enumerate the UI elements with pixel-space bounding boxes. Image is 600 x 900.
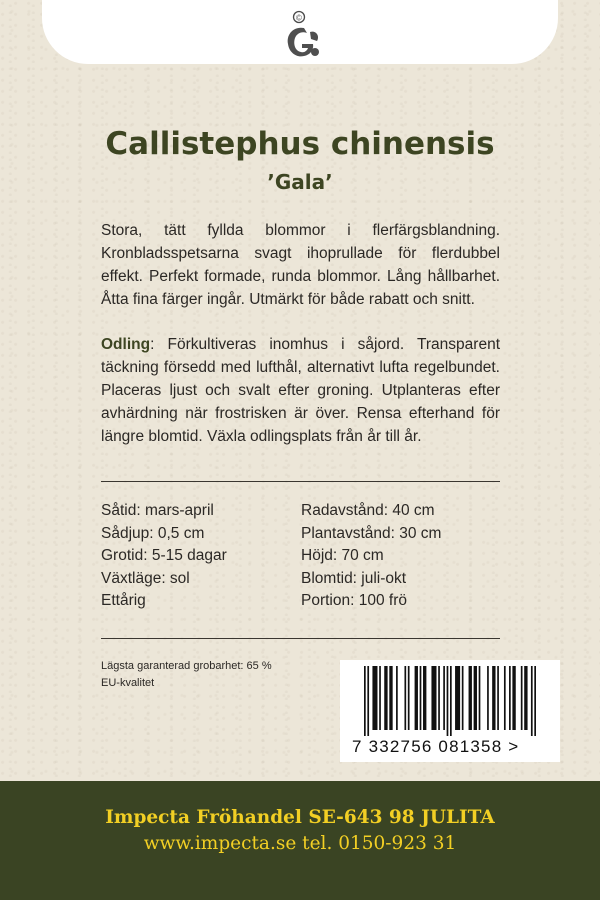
germination-guarantee: Lägsta garanterad grobarhet: 65 % — [101, 660, 272, 672]
barcode-bar — [450, 666, 452, 736]
spec-bloom-time: Blomtid: juli-okt — [301, 569, 407, 587]
barcode-bar — [384, 666, 387, 730]
specs-left-column — [101, 500, 291, 613]
barcode-number: 7 332756 081358 > — [352, 737, 520, 756]
cultivation-text: : Förkultiveras inomhus i såjord. Transparent täckning försedd med lufthål, alternativt lufta regelbundet. Placeras ljust och svalt efter groning. Utplanteras efter avhärdning när frostrisken är över. Rensa efterhand för längre blomtid. Växla odlingsplats från år till år. — [101, 336, 500, 445]
divider-top — [101, 481, 500, 482]
barcode-bar — [447, 666, 449, 736]
spec-portion: Portion: 100 frö — [301, 592, 407, 610]
impecta-logo-icon — [280, 6, 324, 62]
barcode-bar — [509, 666, 511, 730]
spec-location: Växtläge: sol — [101, 569, 190, 587]
barcode-bar — [396, 666, 398, 730]
cultivation-paragraph — [101, 333, 500, 448]
barcode-bar — [389, 666, 392, 730]
specs-right-column — [301, 500, 501, 613]
barcode-bar — [455, 666, 460, 730]
product-title: Callistephus chinensis — [105, 126, 495, 162]
barcode-bar — [415, 666, 418, 730]
barcode-bar — [487, 666, 489, 730]
barcode-bar — [443, 666, 445, 730]
footer-company-address: Impecta Fröhandel SE-643 98 JULITA — [105, 807, 495, 828]
eu-quality: EU-kvalitet — [101, 677, 155, 689]
spec-germination-time: Grotid: 5-15 dagar — [101, 547, 227, 565]
barcode-bar — [431, 666, 436, 730]
barcode-bar — [408, 666, 410, 730]
product-variety: ’Gala’ — [267, 170, 333, 194]
barcode-bar — [531, 666, 533, 736]
description-paragraph: Stora, tätt fyllda blommor i flerfärgsblandning. Kronbladsspetsarna svagt ihoprullade för flerdubbel effekt. Perfekt formade, runda blommor. Lång hållbarhet. Åtta fina färger ingår. Utmärkt för både rabatt och snitt. — [101, 222, 500, 308]
barcode-bar — [423, 666, 426, 730]
barcode-bar — [372, 666, 377, 730]
barcode-bar — [534, 666, 536, 736]
barcode-bars — [362, 666, 538, 736]
footer-contact: www.impecta.se tel. 0150-923 31 — [143, 833, 457, 854]
spec-sowing-depth: Sådjup: 0,5 cm — [101, 524, 205, 542]
barcode-bar — [479, 666, 481, 730]
spec-lifecycle: Ettårig — [101, 592, 146, 610]
barcode-bar — [404, 666, 406, 730]
barcode-bar — [512, 666, 515, 730]
barcode-bar — [521, 666, 523, 730]
cultivation-label: Odling — [101, 336, 151, 353]
barcode-bar — [379, 666, 381, 730]
spec-sowing-time: Såtid: mars-april — [101, 502, 214, 519]
barcode-bar — [438, 666, 440, 730]
barcode-bar — [492, 666, 495, 730]
spec-height: Höjd: 70 cm — [301, 547, 384, 565]
barcode-bar — [524, 666, 527, 730]
svg-text:©: © — [296, 13, 302, 23]
barcode-bar — [497, 666, 499, 730]
spec-row-spacing: Radavstånd: 40 cm — [301, 502, 435, 519]
spec-plant-spacing: Plantavstånd: 30 cm — [301, 524, 442, 542]
divider-bottom — [101, 638, 500, 639]
barcode-bar — [364, 666, 366, 736]
barcode-bar — [504, 666, 506, 730]
barcode-panel — [340, 660, 560, 762]
barcode-bar — [367, 666, 369, 736]
barcode-bar — [462, 666, 464, 730]
barcode-bar — [420, 666, 422, 730]
barcode-bar — [469, 666, 472, 730]
barcode-bar — [474, 666, 477, 730]
